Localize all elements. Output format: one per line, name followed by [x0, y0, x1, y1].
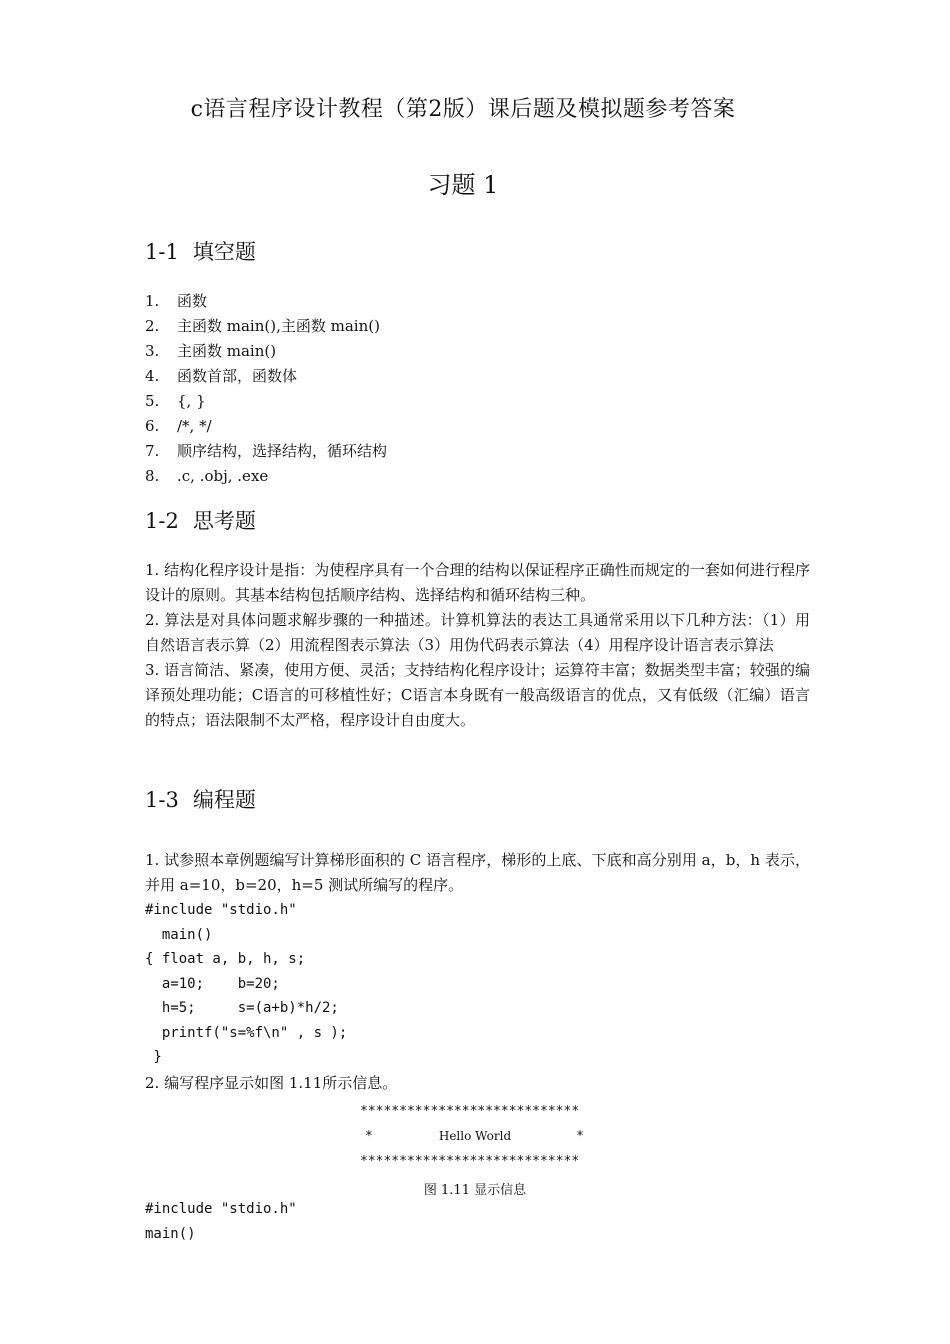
- list-item: 3. 主函数 main(): [145, 342, 277, 360]
- figure-caption: 图 1.11 显示信息: [423, 1183, 527, 1198]
- hello-world-figure: [360, 1099, 590, 1174]
- section-title: 编程题: [192, 788, 256, 812]
- list-item: 1. 函数: [145, 292, 208, 310]
- section-heading-programming: [145, 784, 256, 814]
- section-heading-thinking: [145, 505, 256, 535]
- code-block-2: #include "stdio.h" main(): [145, 1201, 297, 1242]
- figure-hello-text: Hello World: [438, 1129, 512, 1143]
- answer-paragraph: 2. 算法是对具体问题求解步骤的一种描述。计算机算法的表达工具通常采用以下几种方法：（1）用自然语言表示算（2）用流程图表示算法（3）用伪代码表示算法（4）用程序设计语言表示算法: [145, 611, 810, 654]
- question-2-text: 2. 编写程序显示如图 1.11所示信息。: [145, 1074, 398, 1092]
- question-1-text: 1. 试参照本章例题编写计算梯形面积的 C 语言程序，梯形的上底、下底和高分别用 a，b，h 表示，并用 a=10，b=20，h=5 测试所编写的程序。: [145, 851, 810, 894]
- list-item: 8. .c, .obj, .exe: [145, 467, 269, 485]
- figure-star-border-top: ****************************: [360, 1104, 580, 1119]
- list-item: 4. 函数首部，函数体: [145, 367, 298, 385]
- list-item: 5. {, }: [145, 392, 206, 410]
- figure-star-right: *: [576, 1129, 584, 1144]
- figure-middle-row: [360, 1124, 590, 1149]
- answer-paragraph: 3. 语言简洁、紧凑，使用方便、灵活；支持结构化程序设计；运算符丰富；数据类型丰富；较强的编译预处理功能；C语言的可移植性好；C语言本身既有一般高级语言的优点，又有低级（汇编）语言的特点；语法限制不太严格，程序设计自由度大。: [145, 661, 810, 729]
- answer-paragraph: 1. 结构化程序设计是指：为使程序具有一个合理的结构以保证程序正确性而规定的一套如何进行程序设计的原则。其基本结构包括顺序结构、选择结构和循环结构三种。: [145, 561, 810, 604]
- section-number: 1-1: [145, 240, 179, 264]
- fill-in-answer-list: [145, 289, 387, 489]
- document-title: c语言程序设计教程（第2版）课后题及模拟题参考答案: [190, 97, 736, 122]
- chapter-title: 习题 1: [427, 171, 499, 199]
- section-number: 1-3: [145, 788, 179, 812]
- list-item: 2. 主函数 main(),主函数 main(): [145, 317, 380, 335]
- thinking-answers: [145, 558, 810, 733]
- list-item: 6. /*, */: [145, 417, 212, 435]
- figure-star-border-bottom: ****************************: [360, 1154, 580, 1169]
- section-title: 思考题: [192, 509, 256, 533]
- section-title: 填空题: [192, 240, 256, 264]
- section-number: 1-2: [145, 509, 179, 533]
- code-block-1: #include "stdio.h" main() { float a, b, h, s; a=10; b=20; h=5; s=(a+b)*h/2; printf("s=%f\n" , s ); }: [145, 902, 348, 1065]
- figure-star-left: *: [365, 1129, 373, 1144]
- list-item: 7. 顺序结构，选择结构，循环结构: [145, 442, 388, 460]
- section-heading-fill-in: [145, 236, 256, 266]
